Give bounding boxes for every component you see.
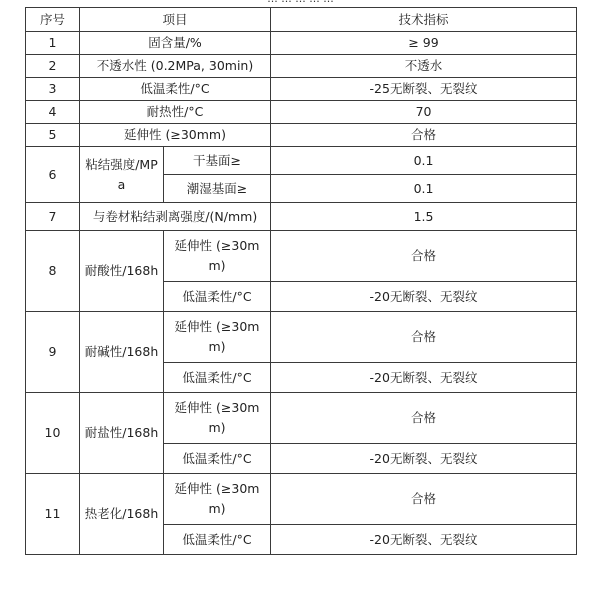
- table-row: [26, 203, 577, 231]
- group-label: 耐酸性/168h: [80, 231, 164, 312]
- group-label: 热老化/168h: [80, 474, 164, 555]
- sub-item: 延伸性 (≥30mm): [164, 474, 271, 525]
- row-spec: -20无断裂、无裂纹: [271, 444, 577, 474]
- row-no: 4: [26, 101, 80, 124]
- group-label: 粘结强度/MPa: [80, 147, 164, 203]
- clipped-table-title: [0, 0, 601, 5]
- row-spec: 0.1: [271, 147, 577, 175]
- table-row: [26, 147, 577, 175]
- table-row: [26, 55, 577, 78]
- row-item: 固含量/%: [80, 32, 271, 55]
- group-label: 耐盐性/168h: [80, 393, 164, 474]
- row-no: 1: [26, 32, 80, 55]
- row-item: 耐热性/°C: [80, 101, 271, 124]
- sub-item: 低温柔性/°C: [164, 444, 271, 474]
- header-item: 项目: [80, 8, 271, 32]
- header-no: 序号: [26, 8, 80, 32]
- spec-table: [25, 7, 577, 555]
- sub-item: 延伸性 (≥30mm): [164, 312, 271, 363]
- sub-item: 低温柔性/°C: [164, 363, 271, 393]
- table-row: [26, 101, 577, 124]
- sub-item: 潮湿基面≥: [164, 175, 271, 203]
- row-spec: 合格: [271, 393, 577, 444]
- table-row: [26, 474, 577, 525]
- row-item: 低温柔性/°C: [80, 78, 271, 101]
- sub-item: 低温柔性/°C: [164, 282, 271, 312]
- header-row: [26, 8, 577, 32]
- table-row: [26, 32, 577, 55]
- row-spec: -20无断裂、无裂纹: [271, 363, 577, 393]
- row-item: 不透水性 (0.2MPa, 30min): [80, 55, 271, 78]
- row-item: 与卷材粘结剥离强度/(N/mm): [80, 203, 271, 231]
- row-no: 7: [26, 203, 80, 231]
- row-no: 3: [26, 78, 80, 101]
- row-no: 2: [26, 55, 80, 78]
- row-no: 10: [26, 393, 80, 474]
- row-spec: 合格: [271, 124, 577, 147]
- sub-item: 低温柔性/°C: [164, 525, 271, 555]
- row-spec: 不透水: [271, 55, 577, 78]
- row-no: 8: [26, 231, 80, 312]
- row-spec: 70: [271, 101, 577, 124]
- sub-item: 干基面≥: [164, 147, 271, 175]
- row-no: 5: [26, 124, 80, 147]
- row-spec: -20无断裂、无裂纹: [271, 282, 577, 312]
- row-spec: -20无断裂、无裂纹: [271, 525, 577, 555]
- row-spec: 1.5: [271, 203, 577, 231]
- row-spec: ≥ 99: [271, 32, 577, 55]
- sub-item: 延伸性 (≥30mm): [164, 393, 271, 444]
- row-spec: 合格: [271, 474, 577, 525]
- row-no: 11: [26, 474, 80, 555]
- row-no: 6: [26, 147, 80, 203]
- table-row: [26, 312, 577, 363]
- row-spec: 0.1: [271, 175, 577, 203]
- sub-item: 延伸性 (≥30mm): [164, 231, 271, 282]
- table-row: [26, 124, 577, 147]
- row-item: 延伸性 (≥30mm): [80, 124, 271, 147]
- row-spec: -25无断裂、无裂纹: [271, 78, 577, 101]
- group-label: 耐碱性/168h: [80, 312, 164, 393]
- table-row: [26, 231, 577, 282]
- row-spec: 合格: [271, 231, 577, 282]
- table-row: [26, 393, 577, 444]
- row-spec: 合格: [271, 312, 577, 363]
- row-no: 9: [26, 312, 80, 393]
- table-row: [26, 78, 577, 101]
- header-spec: 技术指标: [271, 8, 577, 32]
